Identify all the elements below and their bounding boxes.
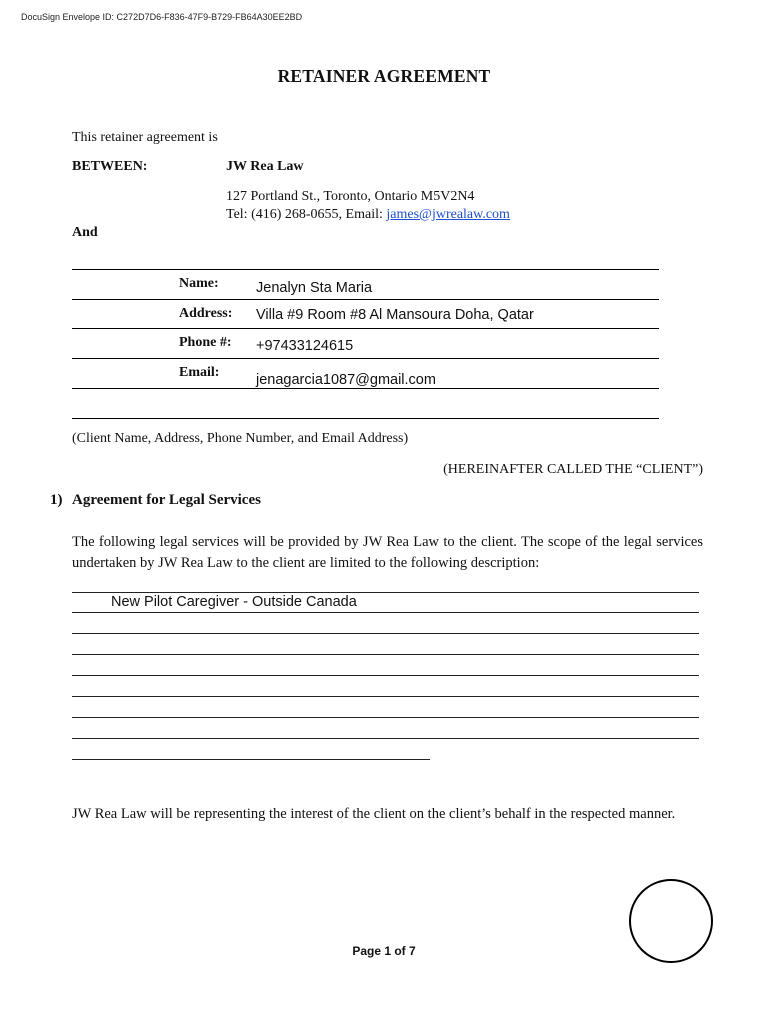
description-line bbox=[72, 633, 699, 634]
firm-address: 127 Portland St., Toronto, Ontario M5V2N4 bbox=[226, 189, 475, 204]
document-title: RETAINER AGREEMENT bbox=[277, 66, 491, 86]
firm-contact-prefix: Tel: (416) 268-0655, Email: bbox=[226, 207, 387, 222]
and-label: And bbox=[72, 225, 98, 240]
firm-email-link[interactable]: james@jwrealaw.com bbox=[386, 207, 510, 222]
page-number: Page 1 of 7 bbox=[352, 944, 416, 958]
service-description-field[interactable]: New Pilot Caregiver - Outside Canada bbox=[111, 594, 357, 610]
client-row-rule bbox=[72, 299, 659, 300]
description-line bbox=[72, 675, 699, 676]
client-email-label: Email: bbox=[179, 365, 220, 380]
description-line bbox=[72, 738, 699, 739]
client-phone-field[interactable]: +97433124615 bbox=[256, 338, 354, 354]
client-table-top-rule bbox=[72, 269, 659, 270]
client-caption: (Client Name, Address, Phone Number, and Email Address) bbox=[72, 431, 409, 446]
between-label: BETWEEN: bbox=[72, 159, 148, 174]
client-phone-label: Phone #: bbox=[179, 335, 232, 350]
hereinafter-note: (HEREINAFTER CALLED THE “CLIENT”) bbox=[443, 462, 703, 477]
client-row-rule bbox=[72, 388, 659, 389]
description-line bbox=[72, 759, 430, 760]
client-email-field[interactable]: jenagarcia1087@gmail.com bbox=[256, 372, 436, 388]
description-line bbox=[72, 717, 699, 718]
intro-text: This retainer agreement is bbox=[72, 130, 218, 145]
section-heading: Agreement for Legal Services bbox=[72, 492, 261, 508]
description-line bbox=[72, 654, 699, 655]
client-name-label: Name: bbox=[179, 276, 219, 291]
client-table-bottom-rule bbox=[72, 418, 659, 419]
description-line bbox=[72, 592, 699, 593]
client-row-rule bbox=[72, 328, 659, 329]
client-address-field[interactable]: Villa #9 Room #8 Al Mansoura Doha, Qatar bbox=[256, 307, 534, 323]
section-number: 1) bbox=[50, 492, 63, 508]
description-line bbox=[72, 696, 699, 697]
section-paragraph: The following legal services will be provided by JW Rea Law to the client. The scope of the legal services undertaken by JW Rea Law to the client are limited to the following description: bbox=[72, 534, 703, 571]
client-address-label: Address: bbox=[179, 306, 233, 321]
firm-contact bbox=[226, 207, 510, 223]
description-line bbox=[72, 612, 699, 613]
firm-name: JW Rea Law bbox=[226, 159, 304, 174]
client-row-rule bbox=[72, 358, 659, 359]
closing-paragraph: JW Rea Law will be representing the interest of the client on the client’s behalf in the respected manner. bbox=[72, 806, 676, 822]
client-name-field[interactable]: Jenalyn Sta Maria bbox=[256, 280, 373, 296]
envelope-id: DocuSign Envelope ID: C272D7D6-F836-47F9-B729-FB64A30EE2BD bbox=[21, 12, 303, 22]
